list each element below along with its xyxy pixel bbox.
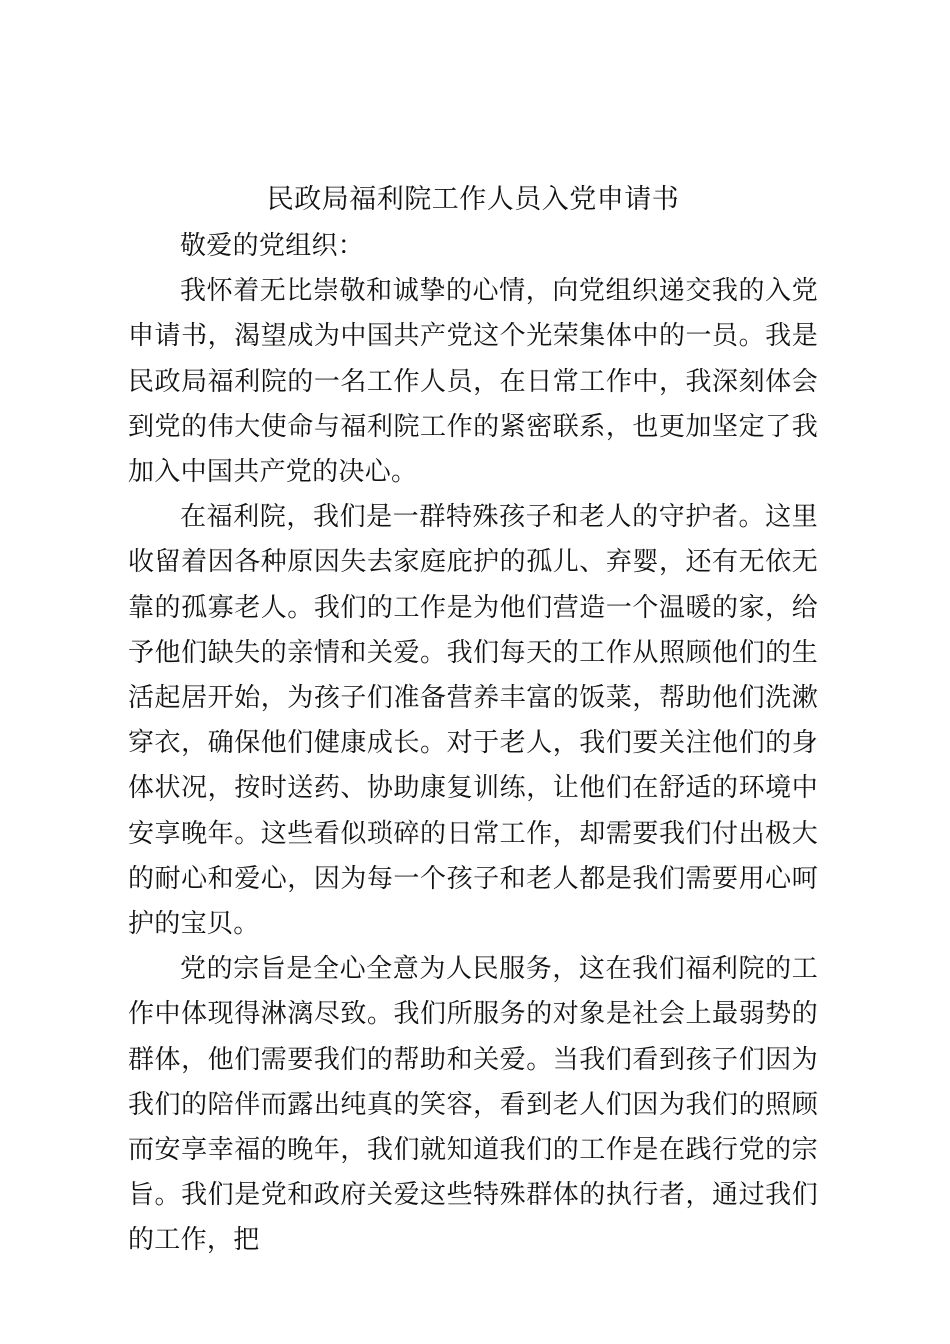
document-title: 民政局福利院工作人员入党申请书 <box>266 184 680 215</box>
paragraph-1: 我怀着无比崇敬和诚挚的心情，向党组织递交我的入党申请书，渴望成为中国共产党这个光荣集体中的一员。我是民政局福利院的一名工作人员，在日常工作中，我深刻体会到党的伟大使命与福利院工作的紧密联系，也更加坚定了我加入中国共产党的决心。 <box>128 276 818 488</box>
salutation: 敬爱的党组织： <box>180 231 365 261</box>
paragraph-3: 党的宗旨是全心全意为人民服务，这在我们福利院的工作中体现得淋漓尽致。我们所服务的对象是社会上最弱势的群体，他们需要我们的帮助和关爱。当我们看到孩子们因为我们的陪伴而露出纯真的笑容，看到老人们因为我们的照顾而安享幸福的晚年，我们就知道我们的工作是在践行党的宗旨。我们是党和政府关爱这些特殊群体的执行者，通过我们的工作，把 <box>128 954 818 1256</box>
paragraph-2: 在福利院，我们是一群特殊孩子和老人的守护者。这里收留着因各种原因失去家庭庇护的孤儿、弃婴，还有无依无靠的孤寡老人。我们的工作是为他们营造一个温暖的家，给予他们缺失的亲情和关爱。我们每天的工作从照顾他们的生活起居开始，为孩子们准备营养丰富的饭菜，帮助他们洗漱穿衣，确保他们健康成长。对于老人，我们要关注他们的身体状况，按时送药、协助康复训练，让他们在舒适的环境中安享晚年。这些看似琐碎的日常工作，却需要我们付出极大的耐心和爱心，因为每一个孩子和老人都是我们需要用心呵护的宝贝。 <box>128 502 818 940</box>
document-body <box>128 224 818 1264</box>
